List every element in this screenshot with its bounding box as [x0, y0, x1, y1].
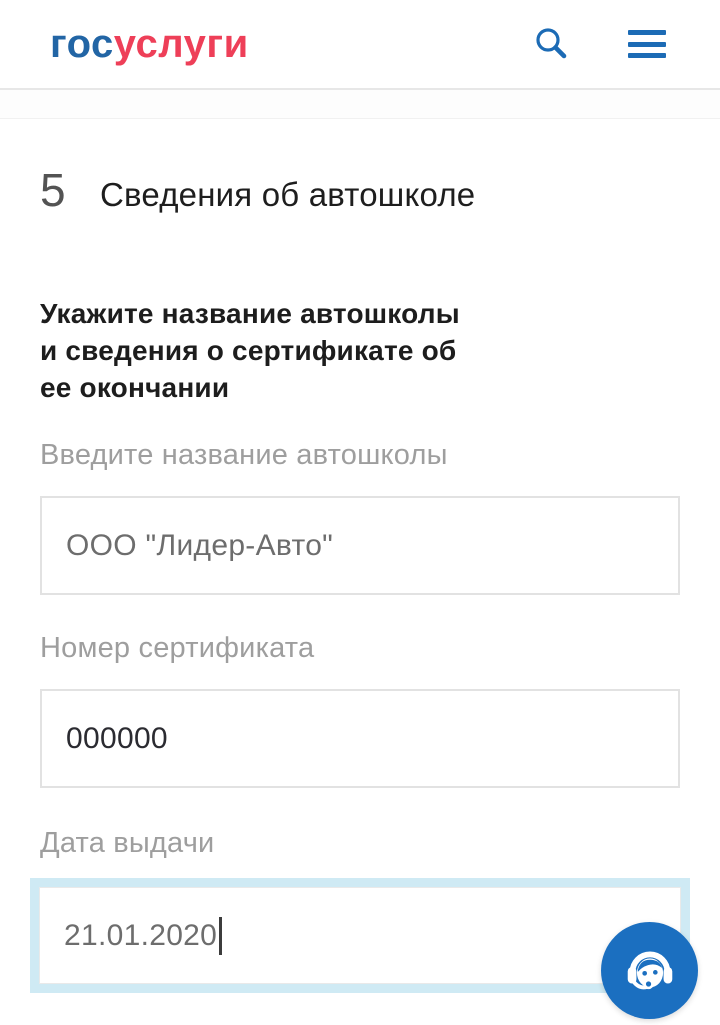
support-operator-icon — [619, 937, 681, 1004]
certificate-number-value: 000000 — [66, 721, 168, 755]
logo-part-blue: гос — [50, 21, 114, 66]
school-name-label: Введите название автошколы — [40, 439, 448, 471]
support-fab-button[interactable] — [601, 922, 698, 1019]
text-cursor — [219, 917, 222, 955]
header-icons — [532, 25, 666, 63]
certificate-number-input[interactable] — [40, 689, 680, 788]
intro-line: ее окончании — [40, 372, 230, 403]
issue-date-label: Дата выдачи — [40, 827, 215, 859]
burger-bar — [628, 42, 666, 47]
burger-bar — [628, 53, 666, 58]
subheader-band — [0, 90, 720, 119]
issue-date-input[interactable] — [39, 887, 681, 984]
logo-part-red: услуги — [113, 21, 249, 66]
gosuslugi-logo[interactable] — [50, 22, 249, 67]
step-heading — [40, 163, 680, 217]
hamburger-menu-icon[interactable] — [628, 30, 666, 58]
certificate-number-label: Номер сертификата — [40, 632, 315, 664]
intro-line: и сведения о сертификате об — [40, 335, 457, 366]
school-name-value: ООО "Лидер-Авто" — [66, 528, 334, 562]
school-name-input[interactable] — [40, 496, 680, 595]
step-number: 5 — [40, 164, 66, 216]
issue-date-value: 21.01.2020 — [64, 918, 218, 952]
app-header — [0, 0, 720, 90]
form-intro-text — [40, 295, 680, 406]
intro-line: Укажите название автошколы — [40, 298, 460, 329]
form-content — [0, 163, 720, 993]
search-icon[interactable] — [532, 25, 570, 63]
issue-date-focus-ring — [30, 878, 690, 993]
burger-bar — [628, 30, 666, 35]
step-title: Сведения об автошколе — [100, 176, 476, 213]
